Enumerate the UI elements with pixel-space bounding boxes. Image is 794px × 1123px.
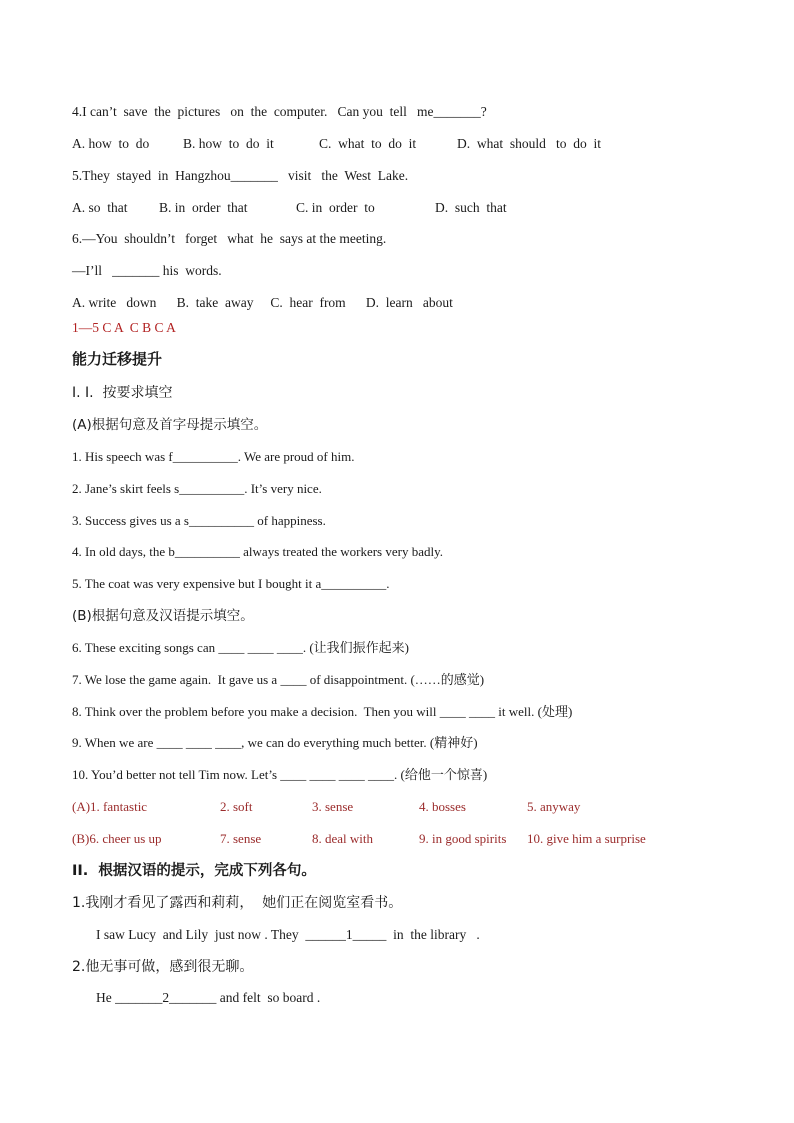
- option-a: A. how to do: [72, 136, 150, 151]
- answer-b-8: 8. deal with: [312, 831, 374, 846]
- answer-a-5: 5. anyway: [527, 799, 581, 814]
- answer-a-3: 3. sense: [312, 799, 354, 814]
- question-4: 4.I can’t save the pictures on the computer. Can you tell me_______?: [72, 104, 487, 119]
- translation-1-cn: 1.我刚才看见了露西和莉莉， 她们正在阅览室看书。: [72, 895, 403, 911]
- item-b-7: 7. We lose the game again. It gave us a ____ of disappointment. (……的感觉): [72, 672, 485, 687]
- translation-2-cn: 2.他无事可做，感到很无聊。: [72, 959, 254, 975]
- option-d: D. what should to do it: [457, 136, 601, 151]
- answer-b-7: 7. sense: [220, 831, 262, 846]
- part-a-instruction: (A)根据句意及首字母提示填空。: [72, 417, 268, 433]
- answer-a-1: (A)1. fantastic: [72, 799, 148, 814]
- option-b: B. how to do it: [183, 136, 274, 151]
- translation-1-en: I saw Lucy and Lily just now . They ______1_____ in the library .: [96, 927, 480, 942]
- option-c: C. in order to: [296, 200, 375, 215]
- item-a-5: 5. The coat was very expensive but I bought it a__________.: [72, 576, 390, 591]
- item-b-8: 8. Think over the problem before you make a decision. Then you will ____ ____ it well. (处理): [72, 704, 573, 719]
- answer-a-2: 2. soft: [220, 799, 253, 814]
- option-d: D. such that: [435, 200, 507, 215]
- answer-b-9: 9. in good spirits: [419, 831, 507, 846]
- answer-b-6: (B)6. cheer us up: [72, 831, 162, 846]
- section-2-title: II. 根据汉语的提示，完成下列各句。: [72, 863, 316, 879]
- item-a-3: 3. Success gives us a s__________ of happiness.: [72, 513, 326, 528]
- option-a: A. so that: [72, 200, 128, 215]
- item-b-9: 9. When we are ____ ____ ____, we can do everything much better. (精神好): [72, 735, 478, 750]
- question-6: 6.—You shouldn’t forget what he says at the meeting.: [72, 231, 387, 246]
- item-a-1: 1. His speech was f__________. We are proud of him.: [72, 449, 355, 464]
- question-6-options: A. write down B. take away C. hear from D. learn about: [72, 295, 453, 310]
- item-b-6: 6. These exciting songs can ____ ____ ____. (让我们振作起来): [72, 640, 409, 655]
- option-c: C. what to do it: [319, 136, 417, 151]
- item-b-10: 10. You’d better not tell Tim now. Let’s ____ ____ ____ ____. (给他一个惊喜): [72, 767, 488, 782]
- answer-a-4: 4. bosses: [419, 799, 466, 814]
- translation-2-en: He _______2_______ and felt so board .: [96, 990, 321, 1005]
- item-a-2: 2. Jane’s skirt feels s__________. It’s very nice.: [72, 481, 322, 496]
- answer-b-10: 10. give him a surprise: [527, 831, 646, 846]
- item-a-4: 4. In old days, the b__________ always treated the workers very badly.: [72, 544, 444, 559]
- question-5: 5.They stayed in Hangzhou_______ visit the West Lake.: [72, 168, 409, 183]
- option-b: B. in order that: [159, 200, 248, 215]
- part-b-instruction: (B)根据句意及汉语提示填空。: [72, 608, 254, 624]
- answer-key-mc: 1—5 C A C B C A: [72, 320, 176, 335]
- question-6-reply: —I’ll _______ his words.: [72, 263, 222, 278]
- section-1-title: I. I. 按要求填空: [72, 385, 173, 401]
- section-heading: 能力迁移提升: [72, 350, 163, 368]
